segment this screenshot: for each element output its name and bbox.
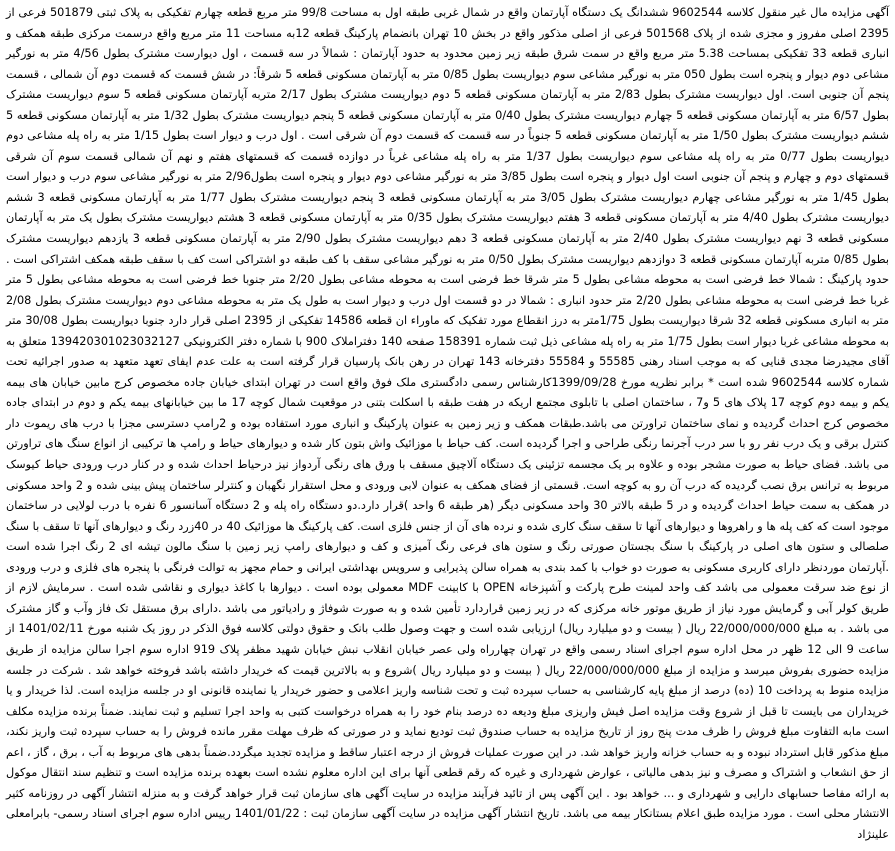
auction-notice-text: آگهی مزایده مال غیر منقول کلاسه 9602544 ششدانگ یک دستگاه آپارتمان واقع در شمال غربی طبقه اول به مساحت 99/8 متر مربع قطعه چهارم تفکیکی به پلاک ثبتی 501879 فرعی از 2395 اصلی مفروز و مجزی شده از پلاک 501568 فرعی از اصلی مذکور واقع در بخش 10 تهران بانضمام پارکینگ قطعه 12به مساحت 11 متر مربع واقع درسمت مرکزی طبقه همکف و انباری قطعه 33 تفکیکی بمساحت 5.38 متر مربع واقع در سمت شرق طبقه زیر زمین محدود به حدود آپارتمان : شمالاً در سه قسمت ، اول دیوارست مشترک بطول 4/56 متر به نورگیر مشاعی دوم دیوار و پنجره است بطول 050 متر به نورگیر مشاعی سوم دیواریست بطول 0/85 متر به آپارتمان مسکونی قطعه 5 شرقاً: در شش قسمت که قسمت دوم آن شمالی ، قسمت پنجم آن جنوبی است. اول دیواریست مشترک بطول 2/83 متر به آپارتمان مسکونی قطعه 5 دوم دیواریست مشترک بطول 2/17 متربه آپارتمان مسکونی قطعه 5 سوم دیواریست مشترک بطول 6/57 متر به آپارتمان مسکونی قطعه 5 چهارم دیواریست مشترک بطول 0/40 متر به آپارتمان مسکونی قطعه 5 پنجم دیواریست مشترک بطول 1/32 متر به آپارتمان مسکونی قطعه 5 ششم دیواریست مشترک بطول 1/50 متر به آپارتمان مسکونی قطعه 5 جنوباً در سه قسمت که قسمت دوم آن شرقی است . اول درب و دیوار است بطول 1/15 متر به راه پله مشاعی دوم دیواریست بطول 0/77 متر به راه پله مشاعی سوم دیواریست بطول 1/37 متر به راه پله مشاعی غرباً در دوازده قسمت که قسمتهای هفتم و نهم آن شمالی قسمت سوم آن شرقی قسمتهای دوم و چهارم و پنجم آن جنوبی است اول دیوار و پنجره است بطول 3/85 متر به نورگیر مشاعی دوم دیوار و پنجره است بطول2/96 متر به نورگیر مشاعی سوم درب و دیوار است بطول 1/45 متر به نورگیر مشاعی چهارم دیواریست مشترک بطول 3/05 متر به آپارتمان مسکونی قطعه 3 پنجم دیواریست مشترک بطول 1/77 متر به آپارتمان مسکونی قطعه 3 ششم دیواریست مشترک بطول 4/40 متر به آپارتمان مسکونی قطعه 3 هفتم دیواریست مشترک بطول 0/35 متر به آپارتمان مسکونی قطعه 3 هشتم دیواریست مشترک بطول یک متر به آپارتمان مسکونی قطعه 3 نهم دیواریست مشترک بطول 2/40 متر به آپارتمان مسکونی قطعه 3 دهم دیواریست مشترک بطول 2/90 متر به آپارتمان مسکونی قطعه 3 یازدهم دیواریست مشترک بطول 0/85 متربه آپارتمان مسکونی قطعه 3 دوازدهم دیواریست مشترک بطول 0/50 متر به نورگیر مشاعی سقف با کف طبقه دو اشتراکی است کف با سقف طبقه همکف اشتراکی است . حدود پارکینگ : شمالا خط فرضی است به محوطه مشاعی بطول 5 متر شرقا خط فرضی است به محوطه مشاعی بطول 2/20 متر جنوبا خط فرضی است به محوطه مشاعی بطول 5 متر غربا خط فرضی است به محوطه مشاعی بطول 2/20 متر حدود انباری : شمالا در دو قسمت اول درب و دیوار است به طول یک متر به محوطه مشاعی دوم دیواریست مشترک بطول 2/08 متر به انباری مسکونی قطعه 32 شرقا دیواریست بطول 1/75متر به درز انقطاع مورد تفکیک که ماوراء ان قطعه 14586 تفکیکی از 2395 اصلی قرار دارد جنوبا دیواریست بطول 30/08 متر به محوطه مشاعی غربا دیوار است بطول 1/75 متر به راه پله مشاعی ذیل ثبت شماره 158391 صفحه 140 دفتراملاک 900 با شماره دفتر الکترونیکی 139420301023032127 متعلق به آقای مجیدرضا مجدی قنایی که به موجب اسناد رهنی 55585 و 55584 دفترخانه 143 تهران در رهن بانک پارسیان قرار گرفته است به علت عدم ایفای تعهد متعهد به صدور اجرائیه تحت شماره کلاسه 9602544 شده است * برابر نظریه مورخ 1399/09/28کارشناس رسمی دادگستری ملک فوق واقع است در تهران ابتدای خیابان جاده مخصوص کرج مابین خیابان های بیمه یکم و بیمه دوم کوچه 17 پلاک های 5 و7 ، ساختمان اصلی با تابلوی مجتمع اریکه در هفت طبقه با اسکلت بتنی در موقعیت شمال کوچه 17 ما بین خیابانهای بیمه یکم و دوم در ابتدای جاده مخصوص کرج احداث گردیده و نمای ساختمان تراورتن می باشد.طبقات همکف و زیر زمین به عنوان پارکینگ و انباری مورد استفاده بوده و 2رامپ دسترسی مجزا با درب های ریموت دار کنترل برقی و یک درب نفر رو با سر درب آجرنما رنگی طراحی و اجرا گردیده است. کف حیاط با موزائیک واش بتون کار شده و دیوارهای حیاط و رامپ ها ترکیبی از انواع سنگ های تراورتن می باشد. فضای حیاط به صورت مشجر بوده و علاوه بر یک مجسمه تزئینی یک دستگاه آلاچیق مسقف با ورق های رنگی آردواز نیز درحیاط احداث شده و در کنار درب ورودی حیاط کیوسک مربوط به ترانس برق نصب گردیده که درب آن رو به کوچه است. قسمتی از فضای همکف به عنوان لابی ورودی و محل استقرار نگهبان و کنترلر ساختمان پیش بینی شده و 2 واحد مسکونی در همکف به سمت حیاط احداث گردیده و در 5 طبقه بالاتر 30 واحد مسکونی دیگر (هر طبقه 6 واحد )قرار دارد.دو دستگاه راه پله و 2 دستگاه آسانسور 6 نفره با درب لولایی در ساختمان موجود است که کف پله ها و راهروها و دیوارهای آنها تا سقف سنگ کاری شده و نرده های آن از جنس فلزی است. کف پارکینگ ها موزائیک 40 در 40زرد رنگ و دیوارهای آنها تا سقف با سنگ صلصالی و ستون های اصلی در پارکینگ با سنگ بجستان صورتی رنگ و ستون های فرعی رنگ آمیزی و کف و دیوارهای رامپ زیر زمین با سنگ مالون تیشه ای 2 رنگ اجرا شده است .آپارتمان موردنظر دارای کاربری مسکونی به صورت دو خواب با کمد بندی به همراه سالن پذیرایی و سرویس بهداشتی ایرانی و حمام مجهز به توالت فرنگی با پنجره های فلزی و درب ورودی از نوع ضد سرقت معمولی می باشد کف واحد لمینت طرح پارکت و آشپزخانه OPEN با کابینت MDF معمولی بوده است . دیوارها با کاغذ دیواری و نقاشی شده است . سرمایش لازم از طریق کولر آبی و گرمایش مورد نیاز از طریق موتور خانه مرکزی که در زیر زمین قراردارد تأمین شده و به صورت شوفاژ و رادیاتور می باشد .دارای برق مستقل تک فاز وآب و گاز مشترک می باشد . به مبلغ 22/000/000/000 ریال ( بیست و دو میلیارد ریال) ارزیابی شده است و جهت وصول طلب بانک و حقوق دولتی کلاسه فوق الذکر در روز یک شنبه مورخ 1401/02/11 از ساعت 9 الی 12 ظهر در محل اداره سوم اجرای اسناد رسمی واقع در تهران چهارراه ولی عصر خیابان انقلاب نبش خیابان شهید مظفر پلاک 919 اداره سوم اجرا سالن مزایده از طریق مزایده حضوری بفروش میرسد و مزایده از مبلغ 22/000/000/000 ریال ( بیست و دو میلیارد ریال )شروع و به بالاترین قیمت که خریدار داشته باشد فروخته خواهد شد . شرکت در جلسه مزایده منوط به پرداخت 10 (ده) درصد از مبلغ پایه کارشناسی به حساب سپرده ثبت و تحت شناسه واریز اعلامی و حضور خریدار یا نماینده قانونی او در جلسه مزایده است. لذا خریدار و یا خریداران می بایست تا قبل از شروع وقت مزایده اصل فیش واریزی مبلغ ودیعه ده درصد بنام خود را به همراه درخواست کتبی به واحد اجرا تسلیم و ثبت نمایند. ضمناً برنده مزایده مکلف است مابه التفاوت مبلغ فروش را ظرف مدت پنج روز از تاریخ مزایده به حساب صندوق ثبت تودیع نماید و در صورتی که ظرف مهلت مقرر مانده فروش را به حساب سپرده ثبت واریز نکند، مبلغ مذکور قابل استرداد نبوده و به حساب خزانه واریز خواهد شد. در این صورت عملیات فروش از درجه اعتبار ساقط و مزایده تجدید میگردد.ضمناً بدهی های مربوط به آب ، برق ، گاز ، اعم از حق انشعاب و اشتراک و مصرف و نیز بدهی مالیاتی ، عوارض شهرداری و غیره که رقم قطعی آنها برای این اداره معلوم نشده است بعهده برنده مزایده است و تنظیم سند انتقال موکول به ارائه مفاصا حسابهای دارایی و شهرداری و ... خواهد بود . این آگهی پس از تائید فرآیند مزایده در سایت آگهی های سازمان ثبت قرار خواهد گرفت و به منزله انتشار آگهی در روزنامه کثیر الانتشار محلی است . مورد مزایده طبق اعلام بستانکار بیمه می باشد. تاریخ انتشار آگهی مزایده در سایت آگهی سازمان ثبت : 1401/01/22 رییس اداره سوم اجرای اسناد رسمی- بابرامعلی علینژاد bbox=[6, 6, 890, 841]
